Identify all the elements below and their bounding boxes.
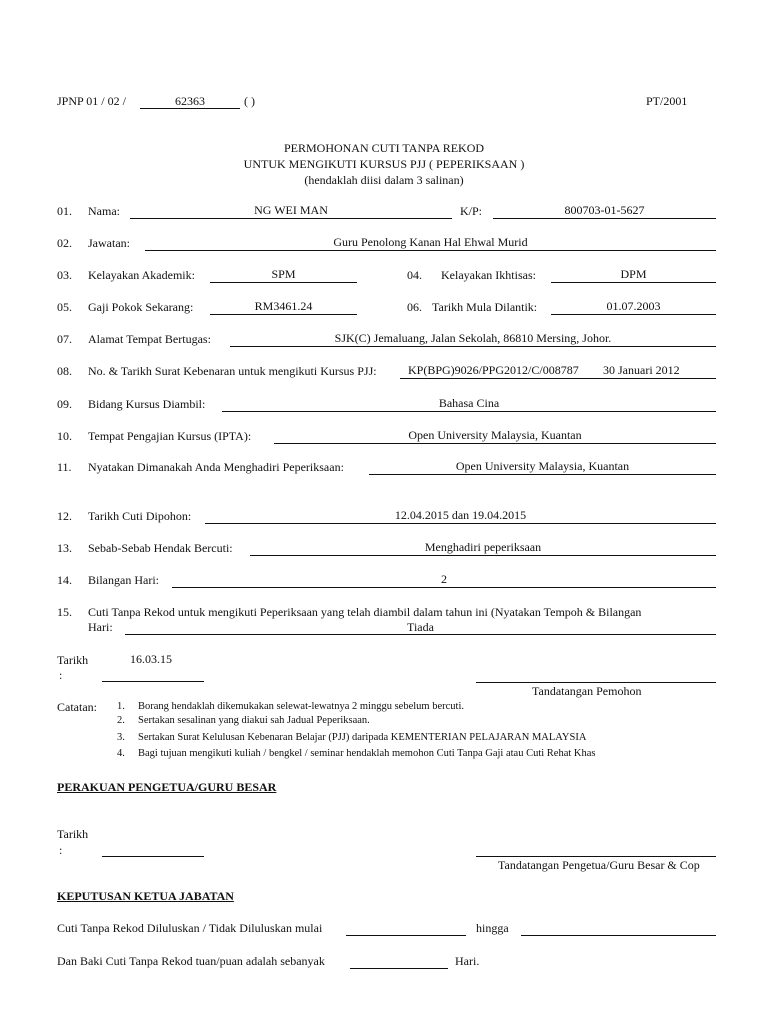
field-03-num: 03.: [57, 268, 72, 282]
field-09-label: Bidang Kursus Diambil:: [88, 397, 206, 411]
field-07-value: SJK(C) Jemaluang, Jalan Sekolah, 86810 Mersing, Johor.: [334, 331, 612, 345]
ref-number-line: [140, 108, 240, 109]
field-07-label: Alamat Tempat Bertugas:: [88, 332, 211, 346]
field-08-line: [400, 378, 716, 379]
field-10-value: Open University Malaysia, Kuantan: [408, 428, 582, 442]
field-14-line: [172, 587, 716, 588]
field-10-label: Tempat Pengajian Kursus (IPTA):: [88, 429, 252, 443]
field-02-line: [145, 250, 716, 251]
ref-right: PT/2001: [646, 94, 688, 108]
field-03-line: [210, 282, 357, 283]
perakuan-tarikh-line: [102, 856, 204, 857]
field-04-label: Kelayakan Ikhtisas:: [441, 268, 536, 282]
note-1-num: 1.: [117, 701, 125, 712]
perakuan-tarikh-label: Tarikh: [57, 827, 89, 841]
keputusan-days-line: [350, 968, 448, 969]
field-08-label: No. & Tarikh Surat Kebenaran untuk mengikuti Kursus PJJ:: [88, 364, 377, 378]
field-06-num: 06.: [407, 300, 422, 314]
field-12-label: Tarikh Cuti Dipohon:: [88, 509, 192, 523]
field-03-label: Kelayakan Akademik:: [88, 268, 195, 282]
signature-line: [476, 682, 716, 683]
field-08-value: KP(BPG)9026/PPG2012/C/008787: [408, 363, 579, 377]
field-09-value: Bahasa Cina: [438, 396, 500, 410]
field-12-line: [205, 523, 716, 524]
ref-number: 62363: [175, 94, 205, 108]
field-15-label-b: Hari:: [88, 620, 113, 634]
field-01-label2: K/P:: [460, 204, 483, 218]
field-10-num: 10.: [57, 429, 72, 443]
form-title-line1: PERMOHONAN CUTI TANPA REKOD: [283, 141, 485, 155]
perakuan-heading: PERAKUAN PENGETUA/GURU BESAR: [57, 780, 277, 794]
keputusan-line2-label: Dan Baki Cuti Tanpa Rekod tuan/puan adalah sebanyak: [57, 954, 325, 968]
field-15-label: Cuti Tanpa Rekod untuk mengikuti Peperiksaan yang telah diambil dalam tahun ini (Nyatakan Tempoh & Bilangan: [88, 605, 642, 619]
field-08-value2: 30 Januari 2012: [603, 363, 680, 377]
field-01-line: [130, 218, 452, 219]
ref-prefix: JPNP 01 / 02 /: [57, 94, 126, 108]
field-15-value: Tiada: [407, 620, 434, 634]
field-01-value: NG WEI MAN: [254, 203, 328, 217]
form-title-line2: UNTUK MENGIKUTI KURSUS PJJ ( PEPERIKSAAN ): [243, 157, 525, 171]
keputusan-to-line: [521, 935, 716, 936]
perakuan-signature-line: [476, 856, 716, 857]
tarikh-line: [102, 681, 204, 682]
field-06-line: [551, 314, 716, 315]
field-02-label: Jawatan:: [88, 236, 130, 250]
note-4-num: 4.: [117, 748, 125, 759]
note-2-text: Sertakan sesalinan yang diakui sah Jadual Peperiksaan.: [138, 715, 370, 726]
field-11-label: Nyatakan Dimanakah Anda Menghadiri Peperiksaan:: [88, 460, 344, 474]
tarikh-label: Tarikh: [57, 653, 89, 667]
field-09-line: [222, 411, 716, 412]
field-05-value: RM3461.24: [254, 299, 313, 313]
field-05-num: 05.: [57, 300, 72, 314]
field-01-label: Nama:: [88, 204, 120, 218]
keputusan-line1-mid: hingga: [476, 921, 509, 935]
tarikh-value: 16.03.15: [130, 652, 172, 666]
field-04-num: 04.: [407, 268, 422, 282]
field-02-num: 02.: [57, 236, 72, 250]
note-1-text: Borang hendaklah dikemukakan selewat-lewatnya 2 minggu sebelum bercuti.: [138, 701, 464, 712]
field-13-value: Menghadiri peperiksaan: [424, 540, 542, 554]
field-04-value: DPM: [620, 267, 647, 281]
field-14-num: 14.: [57, 573, 72, 587]
signature-caption: Tandatangan Pemohon: [532, 684, 642, 698]
field-10-line: [274, 443, 716, 444]
field-11-num: 11.: [57, 460, 72, 474]
form-title-line3: (hendaklah diisi dalam 3 salinan): [304, 173, 464, 187]
field-02-value: Guru Penolong Kanan Hal Ehwal Murid: [333, 235, 528, 249]
field-01-line2: [493, 218, 716, 219]
field-14-label: Bilangan Hari:: [88, 573, 159, 587]
keputusan-line2-end: Hari.: [455, 954, 480, 968]
field-05-line: [210, 314, 357, 315]
note-3-text: Sertakan Surat Kelulusan Kebenaran Belajar (PJJ) daripada KEMENTERIAN PELAJARAN MALAYSIA: [138, 732, 587, 743]
notes-label: Catatan:: [57, 700, 97, 714]
note-3-num: 3.: [117, 732, 125, 743]
field-12-value: 12.04.2015 dan 19.04.2015: [394, 508, 527, 522]
field-09-num: 09.: [57, 397, 72, 411]
note-4-text: Bagi tujuan mengikuti kuliah / bengkel / seminar hendaklah memohon Cuti Tanpa Gaji atau Cuti Rehat Khas: [138, 748, 596, 759]
keputusan-from-line: [346, 935, 466, 936]
field-13-label: Sebab-Sebab Hendak Bercuti:: [88, 541, 233, 555]
perakuan-tarikh-colon: :: [59, 843, 63, 857]
ref-paren: ( ): [244, 94, 255, 108]
field-06-value: 01.07.2003: [606, 299, 661, 313]
field-13-num: 13.: [57, 541, 72, 555]
field-14-value: 2: [441, 572, 447, 586]
keputusan-line1-label: Cuti Tanpa Rekod Diluluskan / Tidak Diluluskan mulai: [57, 921, 323, 935]
field-12-num: 12.: [57, 509, 72, 523]
field-11-line: [369, 474, 716, 475]
field-07-line: [230, 346, 716, 347]
note-2-num: 2.: [117, 715, 125, 726]
field-15-num: 15.: [57, 605, 72, 619]
field-13-line: [250, 555, 716, 556]
field-04-line: [551, 282, 716, 283]
field-07-num: 07.: [57, 332, 72, 346]
keputusan-heading: KEPUTUSAN KETUA JABATAN: [57, 889, 234, 903]
perakuan-caption: Tandatangan Pengetua/Guru Besar & Cop: [498, 858, 700, 872]
field-06-label: Tarikh Mula Dilantik:: [432, 300, 538, 314]
field-01-num: 01.: [57, 204, 72, 218]
field-01-value2: 800703-01-5627: [564, 203, 645, 217]
field-05-label: Gaji Pokok Sekarang:: [88, 300, 194, 314]
field-11-value: Open University Malaysia, Kuantan: [455, 459, 630, 473]
tarikh-colon: :: [59, 668, 63, 682]
field-15-line: [125, 634, 716, 635]
field-08-num: 08.: [57, 364, 72, 378]
field-03-value: SPM: [271, 267, 296, 281]
